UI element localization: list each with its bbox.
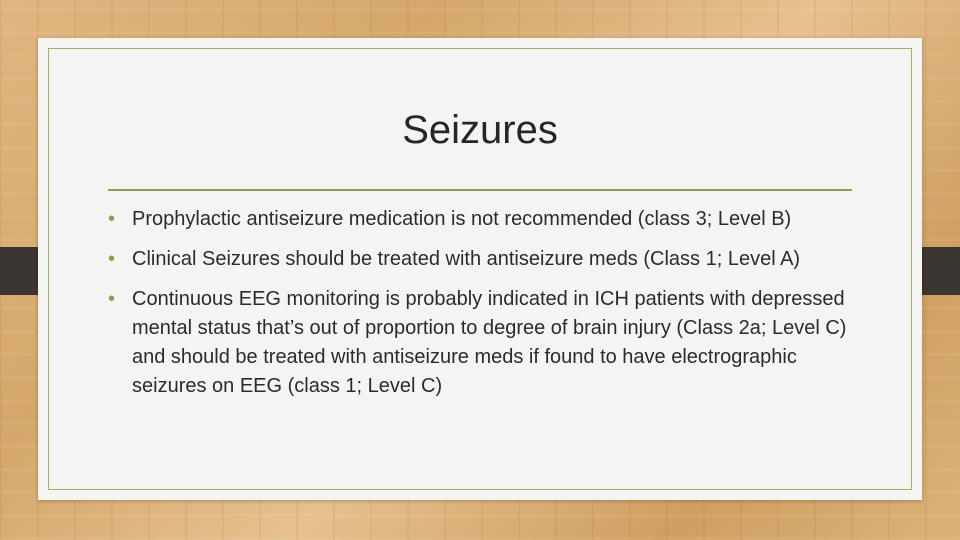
bullet-item [108, 285, 848, 401]
bullet-list [108, 205, 848, 412]
bullet-text: Continuous EEG monitoring is probably indicated in ICH patients with depressed mental status that’s out of proportion to degree of brain injury (Class 2a; Level C) and should be treated with antiseizure meds if found to have electrographic seizures on EEG (class 1; Level C) [132, 288, 847, 397]
bullet-dot-icon: • [108, 208, 116, 230]
bullet-text: Prophylactic antiseizure medication is not recommended (class 3; Level B) [132, 208, 792, 230]
title-underline [108, 189, 852, 191]
bullet-item [108, 245, 848, 274]
bullet-dot-icon: • [108, 248, 116, 270]
slide-title: Seizures [402, 108, 558, 152]
bullet-item [108, 205, 848, 234]
bullet-dot-icon: • [108, 288, 116, 310]
bullet-text: Clinical Seizures should be treated with antiseizure meds (Class 1; Level A) [132, 248, 801, 270]
